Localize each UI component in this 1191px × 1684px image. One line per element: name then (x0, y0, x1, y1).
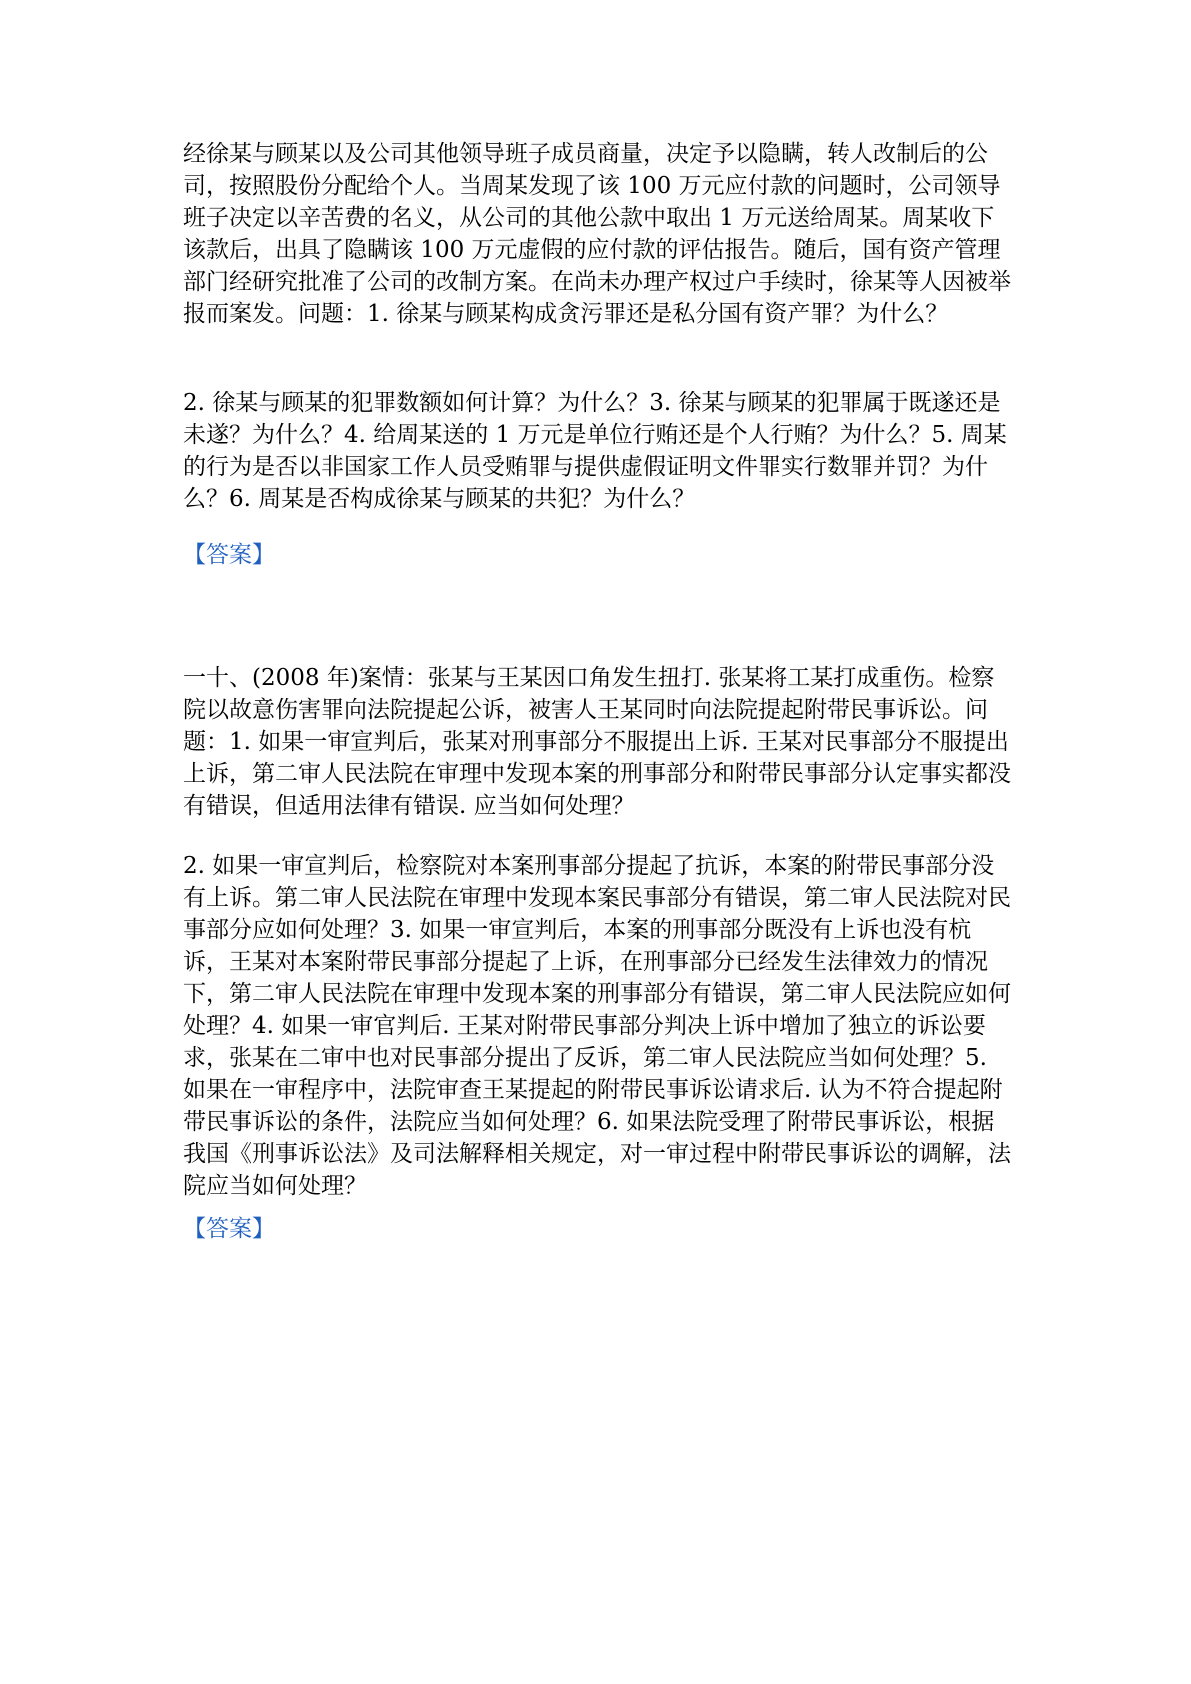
questions-paragraph: 2. 徐某与顾某的犯罪数额如何计算？为什么？3. 徐某与顾某的犯罪属于既遂还是未遂？为什么？4. 给周某送的 1 万元是单位行贿还是个人行贿？为什么？5. 周某的行为是否以非国家工作人员受贿罪与提供虚假证明文件罪实行数罪并罚？为什么？6. 周某是否构成徐某与顾某的共犯？为什么？ (183, 390, 1007, 512)
case-ten-paragraph: 一十、(2008 年)案情：张某与王某因口角发生扭打. 张某将工某打成重伤。检察院以故意伤害罪向法院提起公诉，被害人王某同时向法院提起附带民事诉讼。问题：1. 如果一审宣判后，张某对刑事部分不服提出上诉. 王某对民事部分不服提出上诉，第二审人民法院在审理中发现本案的刑事部分和附带民事部分认定事实都没有错误，但适用法律有错误. 应当如何处理？ (183, 665, 1011, 819)
answer-heading: 【答案】 (183, 542, 275, 568)
case-ten-questions-paragraph: 2. 如果一审宣判后，检察院对本案刑事部分提起了抗诉，本案的附带民事部分没有上诉。第二审人民法院在审理中发现本案民事部分有错误，第二审人民法院对民事部分应如何处理？3. 如果一审宣判后，本案的刑事部分既没有上诉也没有杭诉，王某对本案附带民事部分提起了上诉，在刑事部分已经发生法律效力的情况下，第二审人民法院在审理中发现本案的刑事部分有错误，第二审人民法院应如何处理？4. 如果一审官判后. 王某对附带民事部分判决上诉中增加了独立的诉讼要求，张某在二审中也对民事部分提出了反诉，第二审人民法院应当如何处理？5. 如果在一审程序中，法院审查王某提起的附带民事诉讼请求后. 认为不符合提起附带民事诉讼的条件，法院应当如何处理？6. 如果法院受理了附带民事诉讼，根据我国《刑事诉讼法》及司法解释相关规定，对一审过程中附带民事诉讼的调解，法院应当如何处理？ (183, 853, 1011, 1199)
case-paragraph-continued: 经徐某与顾某以及公司其他领导班子成员商量，决定予以隐瞒，转人改制后的公司，按照股份分配给个人。当周某发现了该 100 万元应付款的问题时，公司领导班子决定以辛苦费的名义，从公司的其他公款中取出 1 万元送给周某。周某收下该款后，出具了隐瞒该 100 万元虚假的应付款的评估报告。随后，国有资产管理部门经研究批准了公司的改制方案。在尚未办理产权过户手续时，徐某等人因被举报而案发。问题：1. 徐某与顾某构成贪污罪还是私分国有资产罪？为什么？ (183, 141, 1011, 327)
answer-heading: 【答案】 (183, 1216, 275, 1242)
